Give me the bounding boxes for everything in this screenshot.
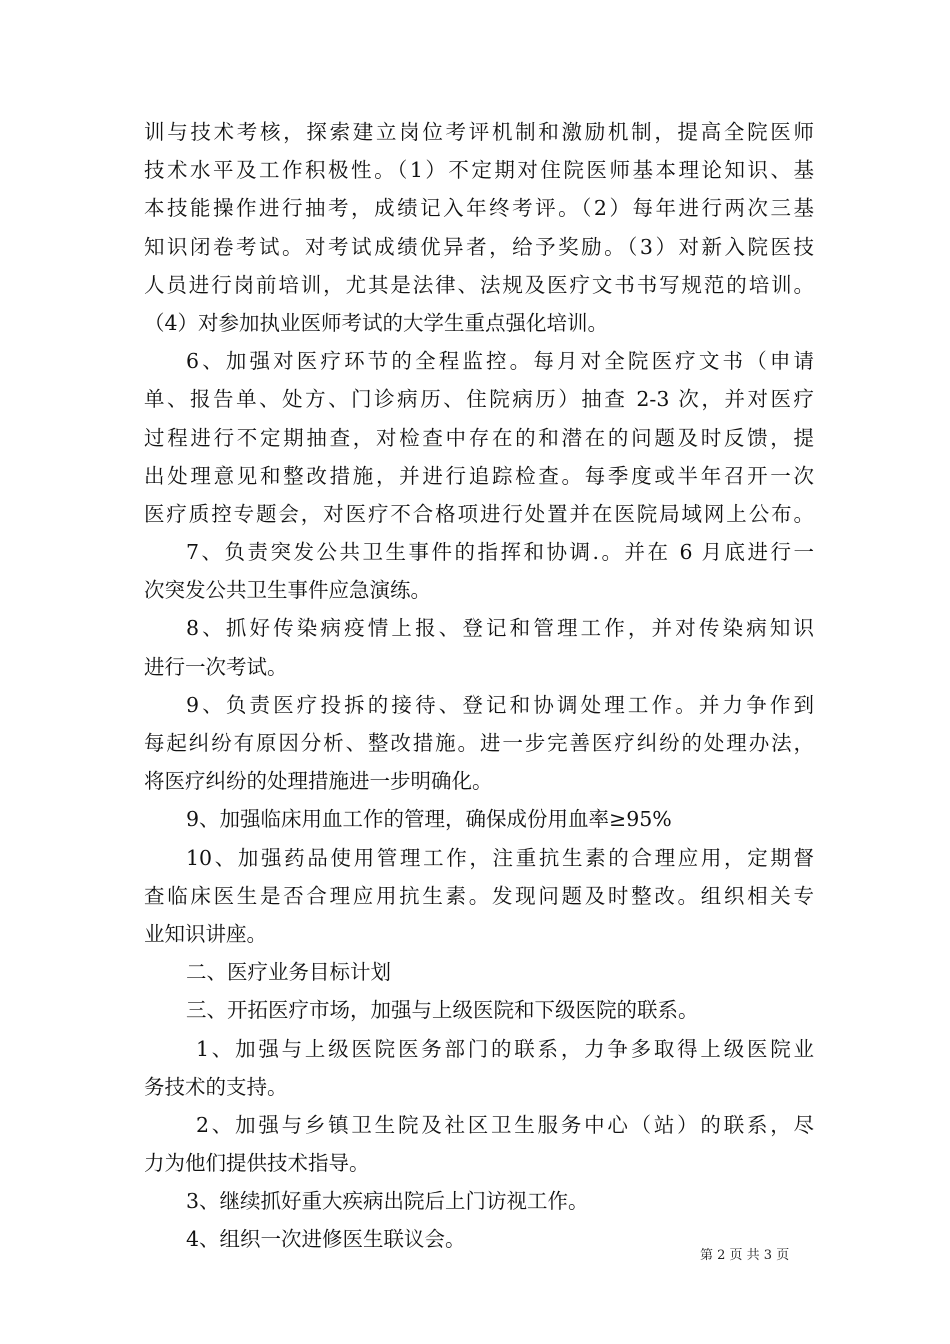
text-line: 9、加强临床用血工作的管理，确保成份用血率≥95% [186,807,672,832]
text-line: 技术水平及工作积极性。（1）不定期对住院医师基本理论知识、基 [144,158,814,183]
text-line: 2、加强与乡镇卫生院及社区卫生服务中心（站）的联系，尽 [196,1112,814,1137]
document-body [144,113,814,1259]
text-line: 4、组织一次进修医生联议会。 [186,1227,466,1252]
text-line: 训与技术考核，探索建立岗位考评机制和激励机制，提高全院医师 [144,120,814,144]
text-line: 知识闭卷考试。对考试成绩优异者，给予奖励。（3）对新入院医技 [144,234,814,259]
text-line: 将医疗纠纷的处理措施进一步明确化。 [144,769,493,794]
text-line: 10、加强药品使用管理工作，注重抗生素的合理应用，定期督 [186,845,814,870]
text-line: 务技术的支持。 [144,1074,288,1099]
text-line: 7、负责突发公共卫生事件的指挥和协调.。并在 6 月底进行一 [186,540,814,565]
text-line: 单、报告单、处方、门诊病历、住院病历）抽查 2-3 次，并对医疗 [144,387,814,412]
page-number-footer: 第 2 页 共 3 页 [700,1248,790,1263]
text-line: 本技能操作进行抽考，成绩记入年终考评。（2）每年进行两次三基 [144,196,814,221]
text-line: 业知识讲座。 [144,921,267,946]
text-line: 过程进行不定期抽查，对检查中存在的和潜在的问题及时反馈，提 [144,425,814,450]
section-heading: 三、开拓医疗市场，加强与上级医院和下级医院的联系。 [186,998,699,1023]
text-line: 每起纠纷有原因分析、整改措施。进一步完善医疗纠纷的处理办法， [144,731,814,755]
text-line: 查临床医生是否合理应用抗生素。发现问题及时整改。组织相关专 [144,883,814,908]
text-line: 次突发公共卫生事件应急演练。 [144,578,431,603]
text-line: 3、继续抓好重大疾病出院后上门访视工作。 [186,1189,589,1214]
text-line: 8、抓好传染病疫情上报、登记和管理工作，并对传染病知识 [186,616,814,641]
text-line: 力为他们提供技术指导。 [144,1151,370,1176]
text-line: 医疗质控专题会，对医疗不合格项进行处置并在医院局域网上公布。 [144,501,814,526]
text-line: 进行一次考试。 [144,654,288,679]
text-line: 1、加强与上级医院医务部门的联系，力争多取得上级医院业 [196,1036,814,1061]
text-line: 6、加强对医疗环节的全程监控。每月对全院医疗文书（申请 [186,349,814,374]
text-line: 出处理意见和整改措施，并进行追踪检查。每季度或半年召开一次 [144,463,814,488]
text-line: 人员进行岗前培训，尤其是法律、法规及医疗文书书写规范的培训。 [144,272,814,297]
text-line: 9、负责医疗投拆的接待、登记和协调处理工作。并力争作到 [186,692,814,717]
section-heading: 二、医疗业务目标计划 [186,960,391,985]
text-line: （4）对参加执业医师考试的大学生重点强化培训。 [144,310,609,335]
